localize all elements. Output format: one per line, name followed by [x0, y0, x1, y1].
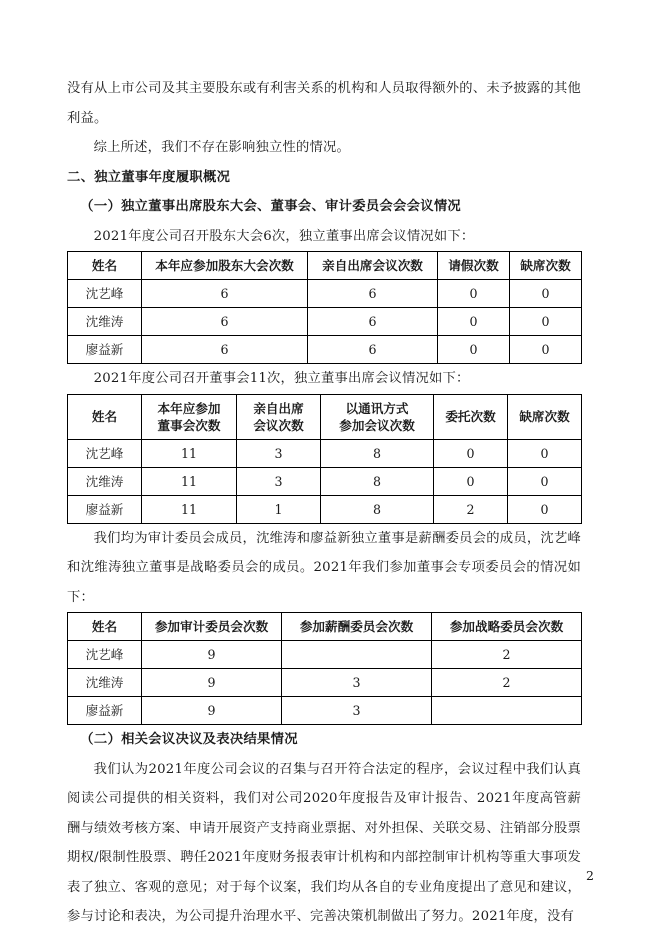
cell-absent: 0: [508, 467, 582, 495]
table-row: [68, 495, 582, 523]
column-header-absent-count: [508, 394, 582, 439]
cell-required: 6: [142, 336, 308, 364]
column-header-audit-committee-count: 参加审计委员会次数: [142, 613, 282, 641]
column-header-attended-by-communication: [321, 394, 434, 439]
paragraph-committee-membership: 我们均为审计委员会成员，沈维涛和廖益新独立董事是薪酬委员会的成员，沈艺峰和沈维涛独立董事是战略委员会的成员。2021年我们参加董事会专项委员会的情况如下：: [67, 530, 581, 605]
cell-name: 沈维涛: [68, 308, 142, 336]
column-header-attended-in-person: 亲自出席会议次数: [308, 252, 438, 280]
cell-delegated: 0: [434, 467, 508, 495]
table-board-meeting: [67, 394, 582, 524]
cell-name: 沈维涛: [68, 669, 142, 697]
column-header-remuneration-committee-count: 参加薪酬委员会次数: [282, 613, 432, 641]
cell-leave: 0: [438, 336, 510, 364]
table-row: [68, 669, 582, 697]
cell-required: 6: [142, 308, 308, 336]
cell-absent: 0: [508, 439, 582, 467]
header-line: 缺席次数: [519, 409, 570, 424]
header-line: 本年应参加: [157, 400, 221, 416]
column-header-name: 姓名: [68, 252, 142, 280]
cell-delegated: 0: [434, 439, 508, 467]
table-header-row: [68, 613, 582, 641]
cell-audit: 9: [142, 697, 282, 725]
table-row: [68, 336, 582, 364]
cell-strategy: 2: [432, 669, 582, 697]
header-line: 以通讯方式: [345, 400, 409, 416]
header-line: 姓名: [91, 409, 118, 424]
cell-remuneration: 3: [282, 669, 432, 697]
table-header-row: [68, 394, 582, 439]
table-row: [68, 280, 582, 308]
cell-attended: 6: [308, 336, 438, 364]
column-header-required-meetings: 本年应参加股东大会次数: [142, 252, 308, 280]
header-line: 参加会议次数: [339, 417, 415, 433]
cell-name: 廖益新: [68, 336, 142, 364]
section-heading-2: 二、独立董事年度履职概况: [67, 169, 231, 185]
cell-name: 沈艺峰: [68, 280, 142, 308]
header-line: 委托次数: [445, 409, 496, 424]
cell-communication: 8: [321, 439, 434, 467]
paragraph-continuation: 没有从上市公司及其主要股东或有利害关系的机构和人员取得额外的、未予披露的其他利益。: [67, 81, 581, 126]
table-row: [68, 308, 582, 336]
cell-name: 沈艺峰: [68, 641, 142, 669]
table1-caption: 2021年度公司召开股东大会6次，独立董事出席会议情况如下：: [93, 228, 475, 244]
column-header-name: [68, 394, 142, 439]
cell-strategy: [432, 697, 582, 725]
cell-leave: 0: [438, 280, 510, 308]
subsection-heading-2-1: （一）独立董事出席股东大会、董事会、审计委员会会会议情况: [80, 199, 462, 214]
page-number: 2: [586, 868, 594, 883]
table-shareholders-meeting: [67, 251, 582, 364]
cell-attended: 3: [237, 439, 321, 467]
cell-remuneration: 3: [282, 697, 432, 725]
cell-leave: 0: [438, 308, 510, 336]
cell-name: 廖益新: [68, 495, 142, 523]
header-line: 会议次数: [253, 417, 304, 433]
cell-required: 6: [142, 280, 308, 308]
cell-remuneration: [282, 641, 432, 669]
column-header-attended-in-person: [237, 394, 321, 439]
table2-caption: 2021年度公司召开董事会11次，独立董事出席会议情况如下：: [93, 371, 470, 386]
cell-absent: 0: [510, 336, 582, 364]
cell-attended: 3: [237, 467, 321, 495]
cell-absent: 0: [510, 308, 582, 336]
subsection-heading-2-2: （二）相关会议决议及表决结果情况: [80, 732, 298, 747]
cell-absent: 0: [508, 495, 582, 523]
column-header-strategy-committee-count: 参加战略委员会次数: [432, 613, 582, 641]
cell-name: 沈维涛: [68, 467, 142, 495]
table-header-row: [68, 252, 582, 280]
column-header-name: 姓名: [68, 613, 142, 641]
page-content: [67, 74, 581, 932]
column-header-required-board-meetings: [142, 394, 237, 439]
header-line: 亲自出席: [253, 400, 304, 416]
column-header-leave-count: 请假次数: [438, 252, 510, 280]
table-row: [68, 641, 582, 669]
cell-required: 11: [142, 495, 237, 523]
table-committees: [67, 612, 582, 725]
table-row: [68, 439, 582, 467]
cell-communication: 8: [321, 495, 434, 523]
cell-communication: 8: [321, 467, 434, 495]
column-header-delegated-count: [434, 394, 508, 439]
cell-attended: 1: [237, 495, 321, 523]
cell-absent: 0: [510, 280, 582, 308]
cell-audit: 9: [142, 669, 282, 697]
cell-attended: 6: [308, 280, 438, 308]
table-row: [68, 697, 582, 725]
cell-required: 11: [142, 467, 237, 495]
header-line: 董事会次数: [157, 417, 221, 433]
cell-required: 11: [142, 439, 237, 467]
cell-name: 沈艺峰: [68, 439, 142, 467]
paragraph-resolutions: 我们认为2021年度公司会议的召集与召开符合法定的程序，会议过程中我们认真阅读公司提供的相关资料，我们对公司2020年度报告及审计报告、2021年度高管薪酬与绩效考核方案、申请开展资产支持商业票据、对外担保、关联交易、注销部分股票期权/限制性股票、聘任2021年度财务报表审计机构和内部控制审计机构等重大事项发表了独立、客观的意见；对于每个议案，我们均从各自的专业角度提出了意见和建议，参与讨论和表决，为公司提升治理水平、完善决策机制做出了努力。2021年度，没有: [67, 761, 581, 924]
column-header-absent-count: 缺席次数: [510, 252, 582, 280]
table-row: [68, 467, 582, 495]
paragraph-summary: 综上所述，我们不存在影响独立性的情况。: [93, 140, 351, 155]
cell-attended: 6: [308, 308, 438, 336]
cell-audit: 9: [142, 641, 282, 669]
cell-name: 廖益新: [68, 697, 142, 725]
cell-delegated: 2: [434, 495, 508, 523]
cell-strategy: 2: [432, 641, 582, 669]
